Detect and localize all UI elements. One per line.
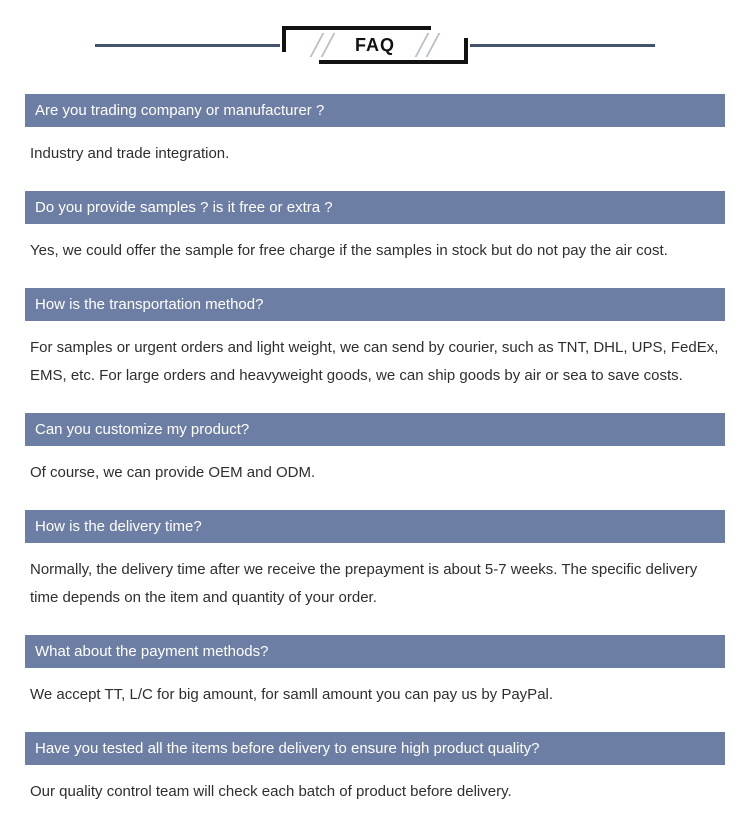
faq-item xyxy=(25,191,725,265)
question-bar xyxy=(25,413,725,446)
answer-text: For samples or urgent orders and light weight, we can send by courier, such as TNT, DHL, UPS, FedEx, EMS, etc. For large orders and heavyweight goods, we can ship goods by air or sea to save costs. xyxy=(30,339,719,384)
question-text: How is the transportation method? xyxy=(35,296,264,313)
answer-text: Normally, the delivery time after we receive the prepayment is about 5-7 weeks. The specific delivery time depends on the item and quantity of your order. xyxy=(30,561,698,606)
question-bar xyxy=(25,635,725,668)
question-bar xyxy=(25,94,725,127)
question-text: Can you customize my product? xyxy=(35,421,250,438)
faq-item xyxy=(25,94,725,168)
question-bar xyxy=(25,510,725,543)
answer-text: Industry and trade integration. xyxy=(30,145,230,162)
question-text: What about the payment methods? xyxy=(35,643,269,660)
faq-item xyxy=(25,732,725,806)
answer-text: Of course, we can provide OEM and ODM. xyxy=(30,464,316,481)
slash-icon xyxy=(415,33,441,57)
question-text: Are you trading company or manufacturer ? xyxy=(35,102,325,119)
faq-item xyxy=(25,635,725,709)
answer-text: We accept TT, L/C for big amount, for samll amount you can pay us by PayPal. xyxy=(30,686,554,703)
question-bar xyxy=(25,191,725,224)
header-line-right xyxy=(470,44,655,47)
slash-icon xyxy=(310,33,336,57)
faq-title: FAQ xyxy=(354,34,395,55)
faq-title-box xyxy=(282,26,468,64)
answer-text: Our quality control team will check each batch of product before delivery. xyxy=(30,783,512,800)
faq-header xyxy=(25,10,725,80)
faq-item xyxy=(25,413,725,487)
question-bar xyxy=(25,732,725,765)
question-text: Have you tested all the items before delivery to ensure high product quality? xyxy=(35,740,540,757)
header-line-left xyxy=(95,44,280,47)
question-text: How is the delivery time? xyxy=(35,518,202,535)
question-text: Do you provide samples ? is it free or extra ? xyxy=(35,199,333,216)
question-bar xyxy=(25,288,725,321)
faq-item xyxy=(25,288,725,390)
faq-item xyxy=(25,510,725,612)
answer-text: Yes, we could offer the sample for free charge if the samples in stock but do not pay the air cost. xyxy=(30,242,668,259)
